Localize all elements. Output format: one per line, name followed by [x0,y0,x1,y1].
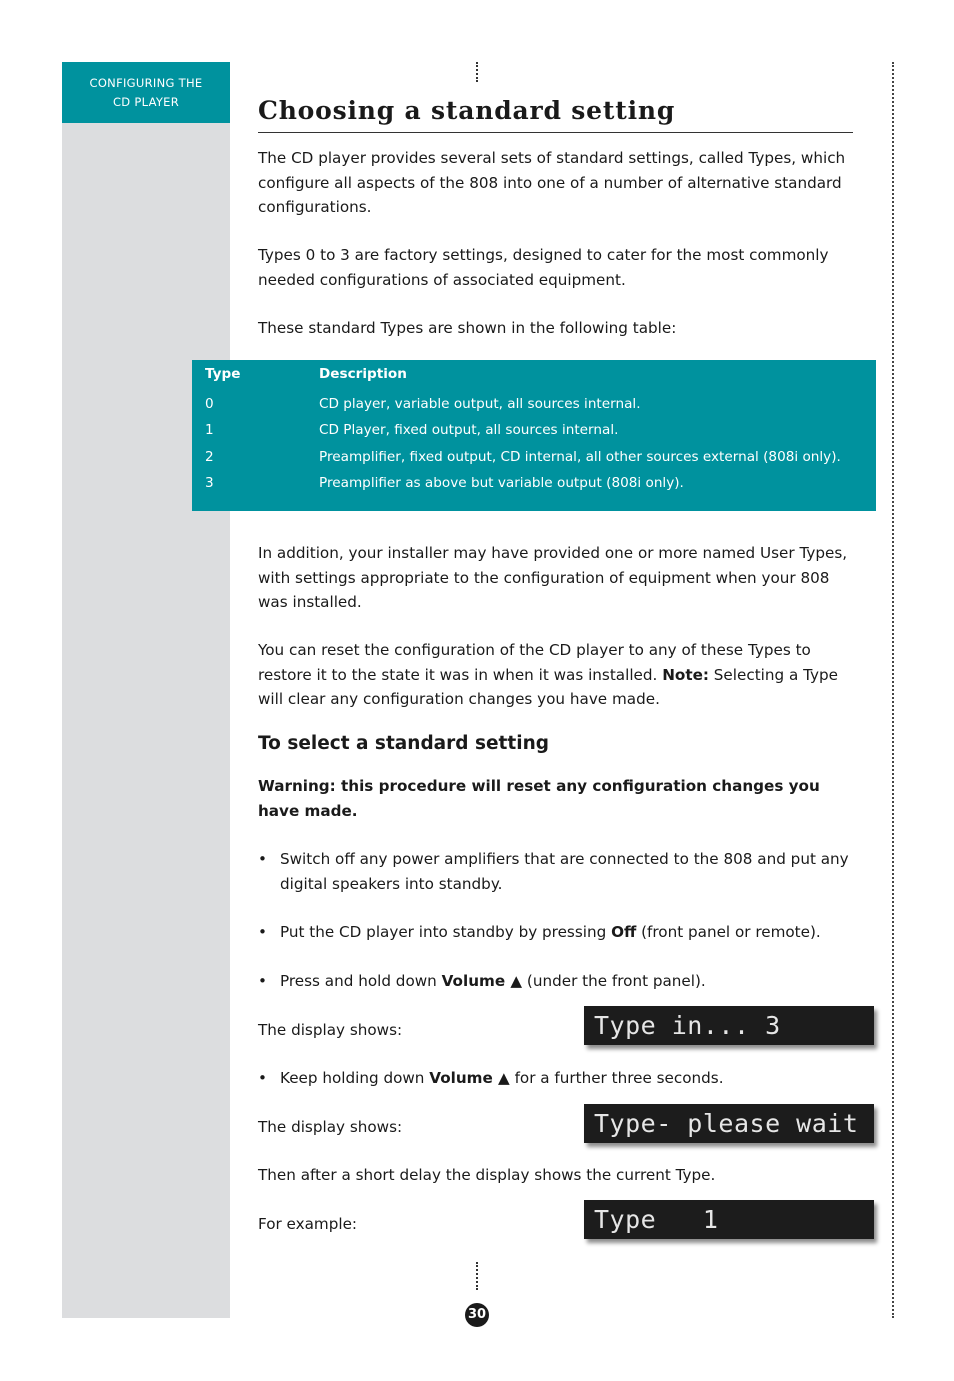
table-cell-description: CD Player, fixed output, all sources internal. [319,422,619,438]
step-text [280,969,858,994]
table-header-description: Description [319,366,407,382]
note-label: Note: [662,665,709,684]
step-text: Switch off any power amplifiers that are connected to the 808 and put any digital speakers into standby. [280,850,849,893]
reset-text-b: Selecting a Type will clear any configuration changes you have made. [258,665,838,708]
step-text [280,1066,858,1091]
table-cell-type: 2 [205,449,214,465]
lcd-display: Type in... 3 [584,1006,874,1045]
intro-paragraph-2: Types 0 to 3 are factory settings, designed to cater for the most commonly needed configurations of associated equipment. [258,246,829,289]
step-text-b: (front panel or remote). [641,923,821,941]
step-item [258,969,858,994]
step-text [280,920,858,945]
key-name: Off [611,923,637,941]
key-name: Volume ▲ [429,1069,510,1087]
step-text-a: Put the CD player into standby by pressing [280,923,607,941]
step-text-b: for a further three seconds. [514,1069,724,1087]
step-text-b: (under the front panel). [526,972,706,990]
right-dotted-rule [892,62,894,1318]
step-item [258,847,858,896]
section-tab [62,62,230,123]
warning-text: Warning: this procedure will reset any configuration changes you have made. [258,777,820,820]
display-label: The display shows: [258,1118,403,1136]
table-cell-description: CD player, variable output, all sources internal. [319,396,641,412]
lcd-display: Type 1 [584,1200,874,1239]
table-cell-type: 1 [205,422,214,438]
bullet-marker: • [258,850,267,868]
table-cell-description: Preamplifier as above but variable output (808i only). [319,475,684,491]
display-label: The display shows: [258,1021,403,1039]
after-delay-text: Then after a short delay the display shows the current Type. [258,1166,716,1184]
section-tab-line1: CONFIGURING THE [89,75,203,90]
user-types-paragraph: In addition, your installer may have provided one or more named User Types, with settings appropriate to the configuration of equipment when your 808 was installed. [258,544,848,611]
top-dotted-marker [476,62,478,82]
intro-paragraph-3: These standard Types are shown in the following table: [258,319,677,337]
section-tab-line2: CD PLAYER [112,94,180,109]
types-table [192,360,876,511]
table-cell-type: 0 [205,396,214,412]
reset-text-a: You can reset the configuration of the CD player to any of these Types to restore it to the state it was in when it was installed. [258,641,811,684]
reset-paragraph [258,638,858,712]
bullet-marker: • [258,1069,267,1087]
example-label: For example: [258,1215,358,1233]
step-item [258,1066,858,1091]
bottom-dotted-marker [476,1262,478,1290]
page-title: Choosing a standard setting [258,96,853,133]
lcd-display: Type- please wait [584,1104,874,1143]
bullet-marker: • [258,972,267,990]
intro-paragraph-1: The CD player provides several sets of standard settings, called Types, which configure all aspects of the 808 into one of a number of alternative standard configurations. [258,149,846,216]
key-name: Volume ▲ [441,972,523,990]
table-cell-type: 3 [205,475,214,491]
table-header-type: Type [205,366,241,382]
sidebar-panel [62,62,230,1318]
step-text-a: Press and hold down [280,972,437,990]
bullet-marker: • [258,923,267,941]
page-number-badge: 30 [465,1303,489,1327]
procedure-heading: To select a standard setting [258,733,549,754]
table-cell-description: Preamplifier, fixed output, CD internal, all other sources external (808i only). [319,449,841,465]
step-item [258,920,858,945]
step-text-a: Keep holding down [280,1069,425,1087]
